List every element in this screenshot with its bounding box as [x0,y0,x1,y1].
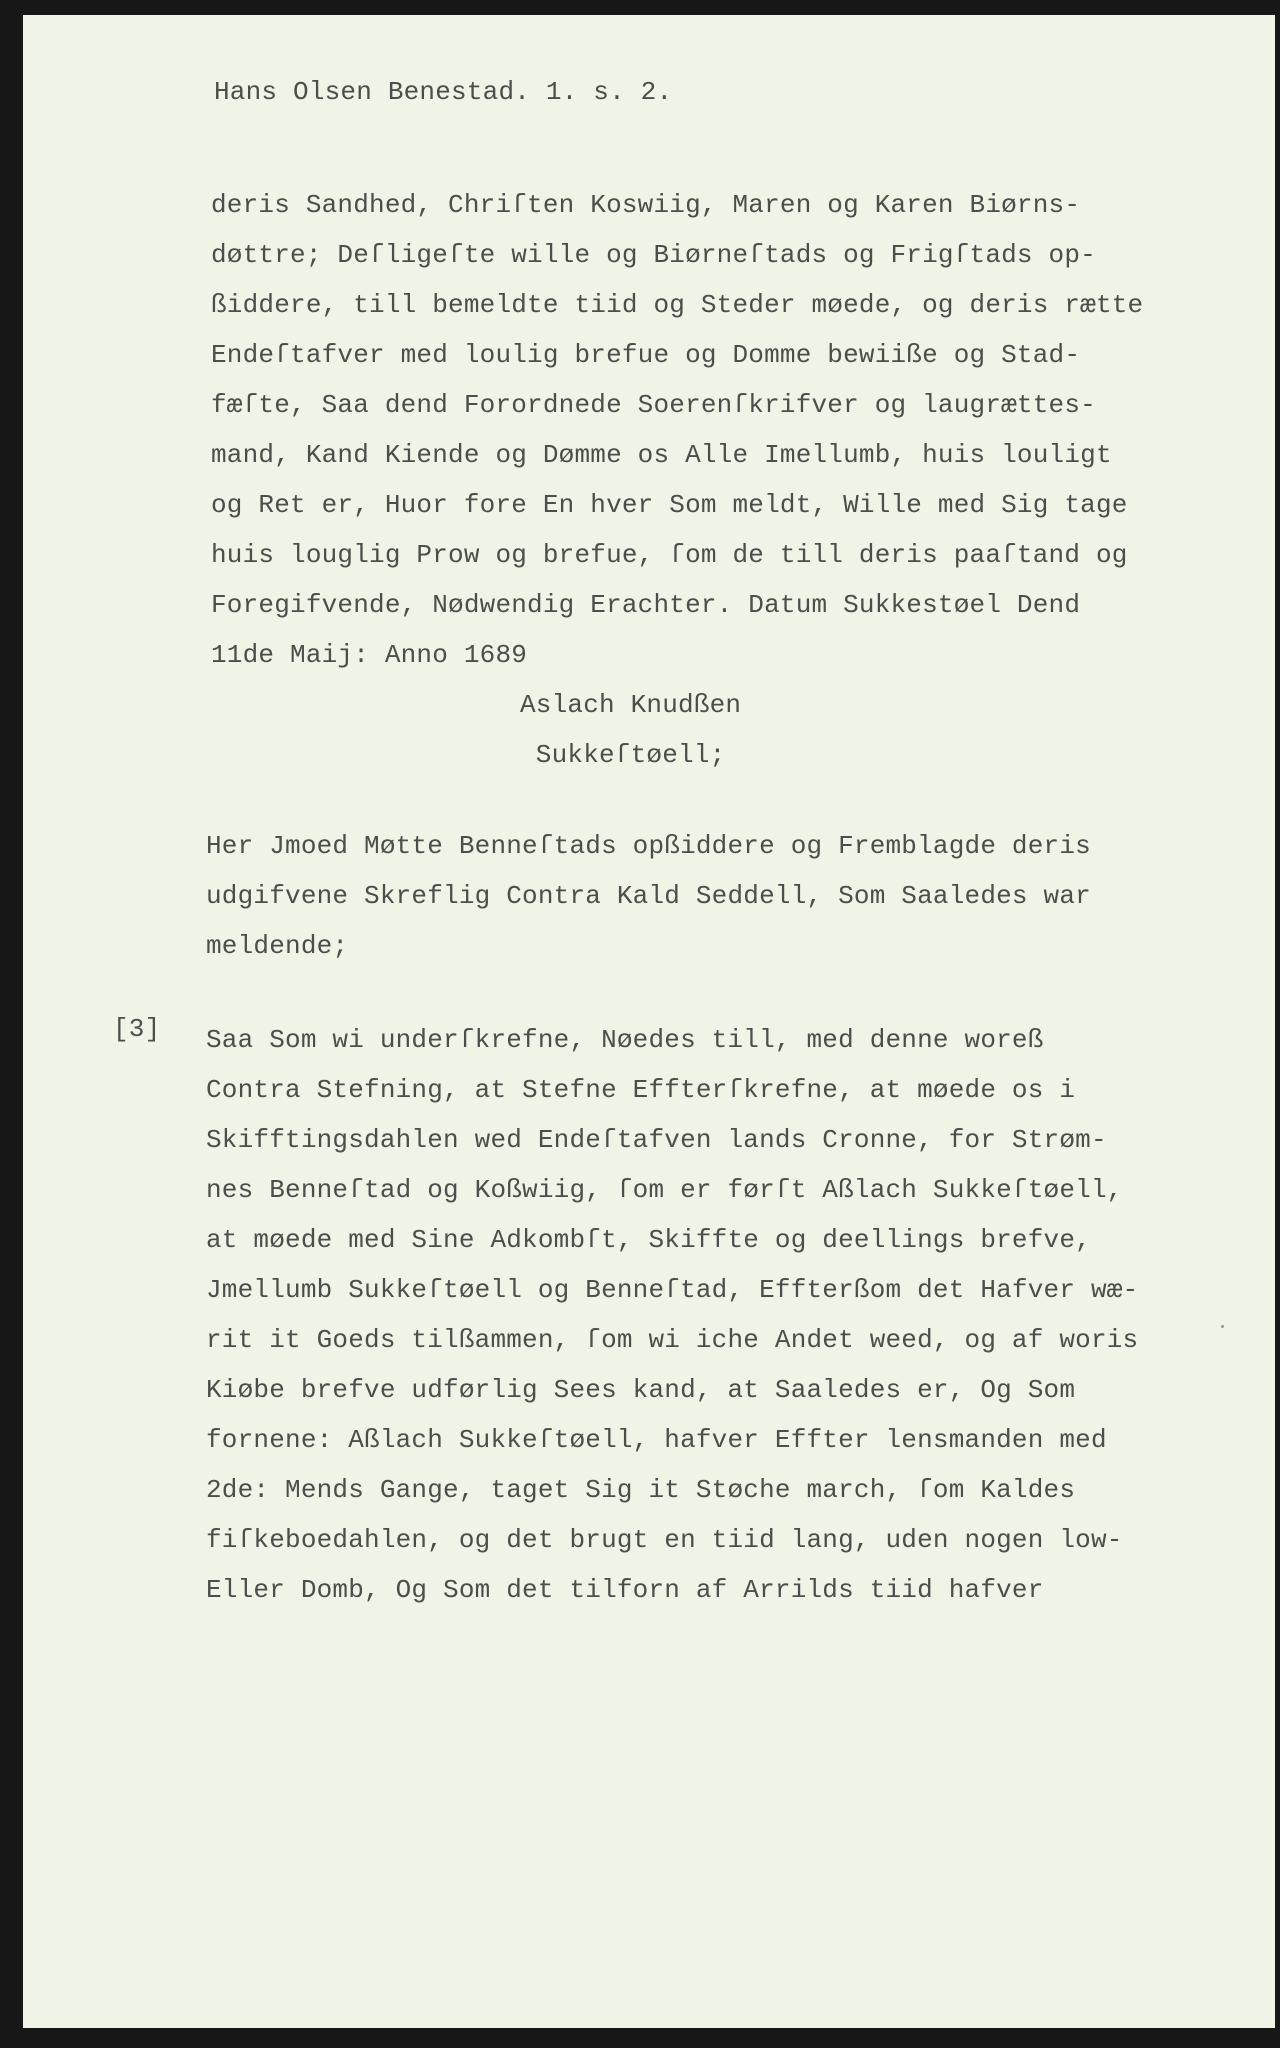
text-line: at møede med Sine Adkombſt, Skiffte og deellings brefve, [206,1225,1091,1255]
signature-name: Aslach Knudßen [520,690,742,720]
text-line: Jmellumb Sukkeſtøell og Benneſtad, Effterßom det Hafver wæ- [206,1275,1139,1305]
paragraph-response [206,821,1091,971]
signature-block [520,680,741,780]
page-marker: [3] [113,1014,161,1044]
paragraph-summons [211,180,1143,680]
text-line: fornene: Aßlach Sukkeſtøell, hafver Effter lensmanden med [206,1425,1107,1455]
text-line: mand, Kand Kiende og Dømme os Alle Imellumb, huis louligt [211,440,1112,470]
text-line: Foregifvende, Nødwendig Erachter. Datum Sukkestøel Dend [211,590,1081,620]
text-line: ßiddere, till bemeldte tiid og Steder møede, og deris rætte [211,290,1144,320]
text-line: Endeſtafver med loulig brefue og Domme bewiiße og Stad- [211,340,1081,370]
text-line: meldende; [206,931,349,961]
text-line: nes Benneſtad og Koßwiig, ſom er førſt Aßlach Sukkeſtøell, [206,1175,1123,1205]
document-header: Hans Olsen Benestad. 1. s. 2. [214,77,673,107]
text-line: deris Sandhed, Chriſten Koswiig, Maren og Karen Biørns- [211,190,1081,220]
text-line: og Ret er, Huor fore En hver Som meldt, Wille med Sig tage [211,490,1128,520]
text-line: fiſkeboedahlen, og det brugt en tiid lang, uden nogen low- [206,1525,1123,1555]
document-page [23,15,1275,2028]
text-line: Saa Som wi underſkrefne, Nøedes till, med denne woreß [206,1025,1044,1055]
text-line: rit it Goeds tilßammen, ſom wi iche Andet weed, og af woris [206,1325,1139,1355]
text-line: huis louglig Prow og brefue, ſom de till deris paaſtand og [211,540,1128,570]
text-line: fæſte, Saa dend Forordnede Soerenſkrifver og laugrættes- [211,390,1096,420]
paragraph-counter-summons [206,1015,1138,1615]
text-line: Kiøbe brefve udførlig Sees kand, at Saaledes er, Og Som [206,1375,1076,1405]
text-line: udgifvene Skreflig Contra Kald Seddell, Som Saaledes war [206,881,1091,911]
text-line: Her Jmoed Møtte Benneſtads opßiddere og Fremblagde deris [206,831,1091,861]
text-line: døttre; Deſligeſte wille og Biørneſtads og Frigſtads op- [211,240,1096,270]
date-line: 11de Maij: Anno 1689 [211,640,528,670]
text-line: Skifftingsdahlen wed Endeſtafven lands Cronne, for Strøm- [206,1125,1107,1155]
signature-place: Sukkeſtøell; [535,740,726,770]
paper-speck [1221,1325,1224,1328]
text-line: Eller Domb, Og Som det tilforn af Arrilds tiid hafver [206,1575,1044,1605]
text-line: 2de: Mends Gange, taget Sig it Støche march, ſom Kaldes [206,1475,1076,1505]
text-line: Contra Stefning, at Stefne Effterſkrefne, at møede os i [206,1075,1076,1105]
